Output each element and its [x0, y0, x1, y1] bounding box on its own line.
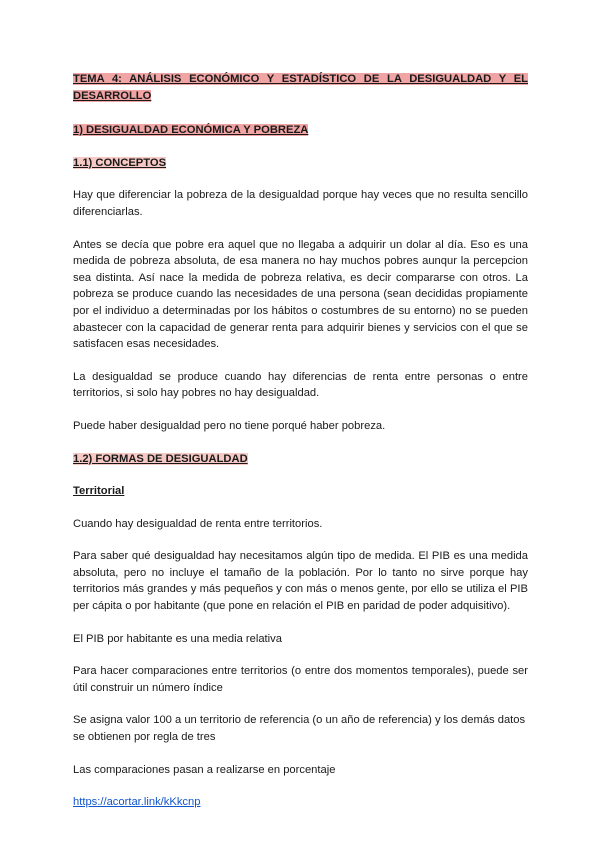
reference-link-paragraph: [73, 794, 528, 811]
paragraph: Antes se decía que pobre era aquel que no llegaba a adquirir un dolar al día. Eso es una medida de pobreza absoluta, de esa manera no hay muchos pobres aunqur la percepcion sea distinta. Así nace la medida de pobreza relativa, es decir compararse con otros. La pobreza se produce cuando las necesidades de una persona (sean decididas propiamente por el individuo a determinadas por los hábitos o costumbres de su entorno) no se pueden abastecer con la capacidad de generar renta para adquirir bienes y servicios con el que se satisfacen esas necesidades.: [73, 238, 528, 351]
subsection-heading-conceptos: [73, 155, 528, 172]
subsection-heading-formas: [73, 451, 528, 468]
paragraph: El PIB por habitante es una media relativa: [73, 632, 282, 645]
paragraph: Las comparaciones pasan a realizarse en porcentaje: [73, 763, 336, 776]
paragraph: Hay que diferenciar la pobreza de la desigualdad porque hay veces que no resulta sencillo diferenciarlas.: [73, 189, 528, 218]
document-content: [73, 71, 528, 827]
section-heading: [73, 122, 528, 139]
document-title-text: TEMA 4: ANÁLISIS ECONÓMICO Y ESTADÍSTICO DE LA DESIGUALDAD Y EL DESARROLLO: [73, 73, 528, 102]
document-title: [73, 71, 528, 104]
subsection-heading-conceptos-text: 1.1) CONCEPTOS: [73, 156, 167, 169]
paragraph: Para saber qué desigualdad hay necesitamos algún tipo de medida. El PIB es una medida absoluta, pero no incluye el tamaño de la población. Por lo tanto no sirve porque hay territorios más grandes y más pequeños y con más o menos gente, por ello se utiliza el PIB per cápita o por habitante (que pone en relación el PIB en paridad de poder adquisitivo).: [73, 550, 528, 613]
section-heading-text: 1) DESIGUALDAD ECONÓMICA Y POBREZA: [73, 124, 309, 137]
subheading-territorial: Territorial: [73, 485, 125, 498]
paragraph: La desigualdad se produce cuando hay diferencias de renta entre personas o entre territorios, si solo hay pobres no hay desigualdad.: [73, 370, 528, 400]
paragraph: Cuando hay desigualdad de renta entre territorios.: [73, 517, 323, 530]
paragraph: Para hacer comparaciones entre territorios (o entre dos momentos temporales), puede ser útil construir un número índice: [73, 665, 528, 694]
paragraph: Puede haber desigualdad pero no tiene porqué haber pobreza.: [73, 419, 386, 432]
subsection-heading-formas-text: 1.2) FORMAS DE DESIGUALDAD: [73, 452, 248, 465]
paragraph: Se asigna valor 100 a un territorio de referencia (o un año de referencia) y los demás datos se obtienen por regla de tres: [73, 714, 526, 744]
reference-link[interactable]: https://acortar.link/kKkcnp: [73, 796, 201, 809]
